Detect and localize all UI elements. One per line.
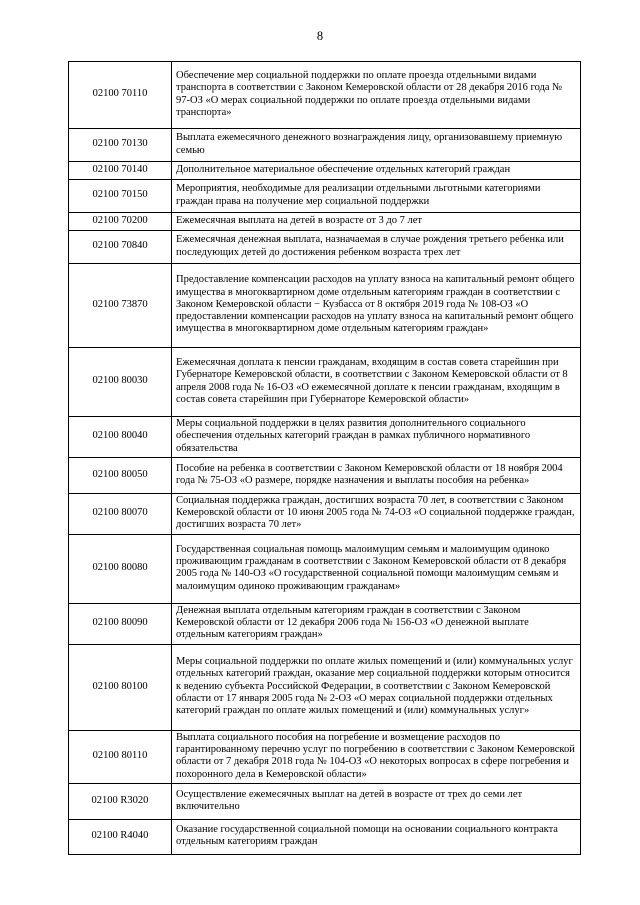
row-code: 02100 80100 — [69, 644, 172, 730]
row-code: 02100 70840 — [69, 231, 172, 264]
table-row — [69, 417, 581, 458]
row-description: Меры социальной поддержки по оплате жилых помещений и (или) коммунальных услуг отдельных категорий граждан, оказание мер социальной поддержки которым относится к ведению субъекта Российской Федерации, в соответствии с Законом Кемеровской области от 17 января 2005 года № 2-ОЗ «О мерах социальной поддержки отдельных категорий граждан по оплате жилых помещений и (или) коммунальных услуг» — [172, 644, 581, 730]
row-code: 02100 70200 — [69, 213, 172, 231]
table-row — [69, 644, 581, 730]
table-row — [69, 264, 581, 348]
table-row — [69, 348, 581, 417]
row-code: 02100 70130 — [69, 129, 172, 162]
table-row — [69, 129, 581, 162]
row-code: 02100 R4040 — [69, 819, 172, 854]
row-code: 02100 80080 — [69, 534, 172, 603]
row-code: 02100 70110 — [69, 62, 172, 129]
table-row — [69, 493, 581, 534]
row-description: Мероприятия, необходимые для реализации отдельными льготными категориями граждан права на получение мер социальной поддержки — [172, 180, 581, 213]
row-description: Меры социальной поддержки в целях развития дополнительного социального обеспечения отдельных категорий граждан в рамках публичного нормативного обязательства — [172, 417, 581, 458]
row-description: Денежная выплата отдельным категориям граждан в соответствии с Законом Кемеровской области от 12 декабря 2006 года № 156-ОЗ «О денежной выплате отдельным категориям граждан» — [172, 603, 581, 644]
row-code: 02100 73870 — [69, 264, 172, 348]
table-row — [69, 730, 581, 783]
budget-codes-table — [68, 61, 581, 855]
row-description: Дополнительное материальное обеспечение отдельных категорий граждан — [172, 162, 581, 180]
row-description: Выплата социального пособия на погребение и возмещение расходов по гарантированному перечню услуг по погребению в соответствии с Законом Кемеровской области от 7 декабря 2018 года № 104-ОЗ «О некоторых вопросах в сфере погребения и похоронного дела в Кемеровской области» — [172, 730, 581, 783]
row-description: Государственная социальная помощь малоимущим семьям и малоимущим одиноко проживающим гражданам в соответствии с Законом Кемеровской области от 8 декабря 2005 года № 140-ОЗ «О государственной социальной помощи малоимущим семьям и малоимущим одиноко проживающим гражданам» — [172, 534, 581, 603]
table-row — [69, 213, 581, 231]
table-row — [69, 783, 581, 819]
table-row — [69, 180, 581, 213]
table-row — [69, 534, 581, 603]
row-description: Социальная поддержка граждан, достигших возраста 70 лет, в соответствии с Законом Кемеровской области от 10 июня 2005 года № 74-ОЗ «О социальной поддержке граждан, достигших возраста 70 лет» — [172, 493, 581, 534]
row-code: 02100 80040 — [69, 417, 172, 458]
row-code: 02100 80110 — [69, 730, 172, 783]
row-code: 02100 80070 — [69, 493, 172, 534]
page-number: 8 — [316, 29, 324, 43]
row-description: Оказание государственной социальной помощи на основании социального контракта отдельным категориям граждан — [172, 819, 581, 854]
row-code: 02100 70140 — [69, 162, 172, 180]
row-code: 02100 80090 — [69, 603, 172, 644]
row-description: Ежемесячная доплата к пенсии гражданам, входящим в состав совета старейшин при Губернаторе Кемеровской области, в соответствии с Законом Кемеровской области от 8 апреля 2008 года № 16-ОЗ «О ежемесячной доплате к пенсии гражданам, входящим в состав совета старейшин при Губернаторе Кемеровской области» — [172, 348, 581, 417]
table-row — [69, 603, 581, 644]
table-row — [69, 819, 581, 854]
row-description: Предоставление компенсации расходов на уплату взноса на капитальный ремонт общего имущества в многоквартирном доме отдельным категориям граждан в соответствии с Законом Кемеровской области − Кузбасса от 8 октября 2019 года № 108-ОЗ «О предоставлении компенсации расходов на уплату взноса на капитальный ремонт общего имущества в многоквартирном доме отдельным категориям граждан» — [172, 264, 581, 348]
row-description: Ежемесячная выплата на детей в возрасте от 3 до 7 лет — [172, 213, 581, 231]
row-description: Ежемесячная денежная выплата, назначаемая в случае рождения третьего ребенка или последующих детей до достижения ребенком возраста трех лет — [172, 231, 581, 264]
row-code: 02100 70150 — [69, 180, 172, 213]
row-code: 02100 80030 — [69, 348, 172, 417]
table-row — [69, 162, 581, 180]
table-row — [69, 62, 581, 129]
row-description: Обеспечение мер социальной поддержки по оплате проезда отдельными видами транспорта в соответствии с Законом Кемеровской области от 28 декабря 2016 года № 97-ОЗ «О мерах социальной поддержки по оплате проезда отдельными видами транспорта» — [172, 62, 581, 129]
row-description: Выплата ежемесячного денежного вознаграждения лицу, организовавшему приемную семью — [172, 129, 581, 162]
table-row — [69, 457, 581, 493]
row-description: Пособие на ребенка в соответствии с Законом Кемеровской области от 18 ноября 2004 года № 75-ОЗ «О размере, порядке назначения и выплаты пособия на ребенка» — [172, 457, 581, 493]
table-body — [69, 62, 581, 855]
row-code: 02100 R3020 — [69, 783, 172, 819]
row-description: Осуществление ежемесячных выплат на детей в возрасте от трех до семи лет включительно — [172, 783, 581, 819]
table-row — [69, 231, 581, 264]
row-code: 02100 80050 — [69, 457, 172, 493]
